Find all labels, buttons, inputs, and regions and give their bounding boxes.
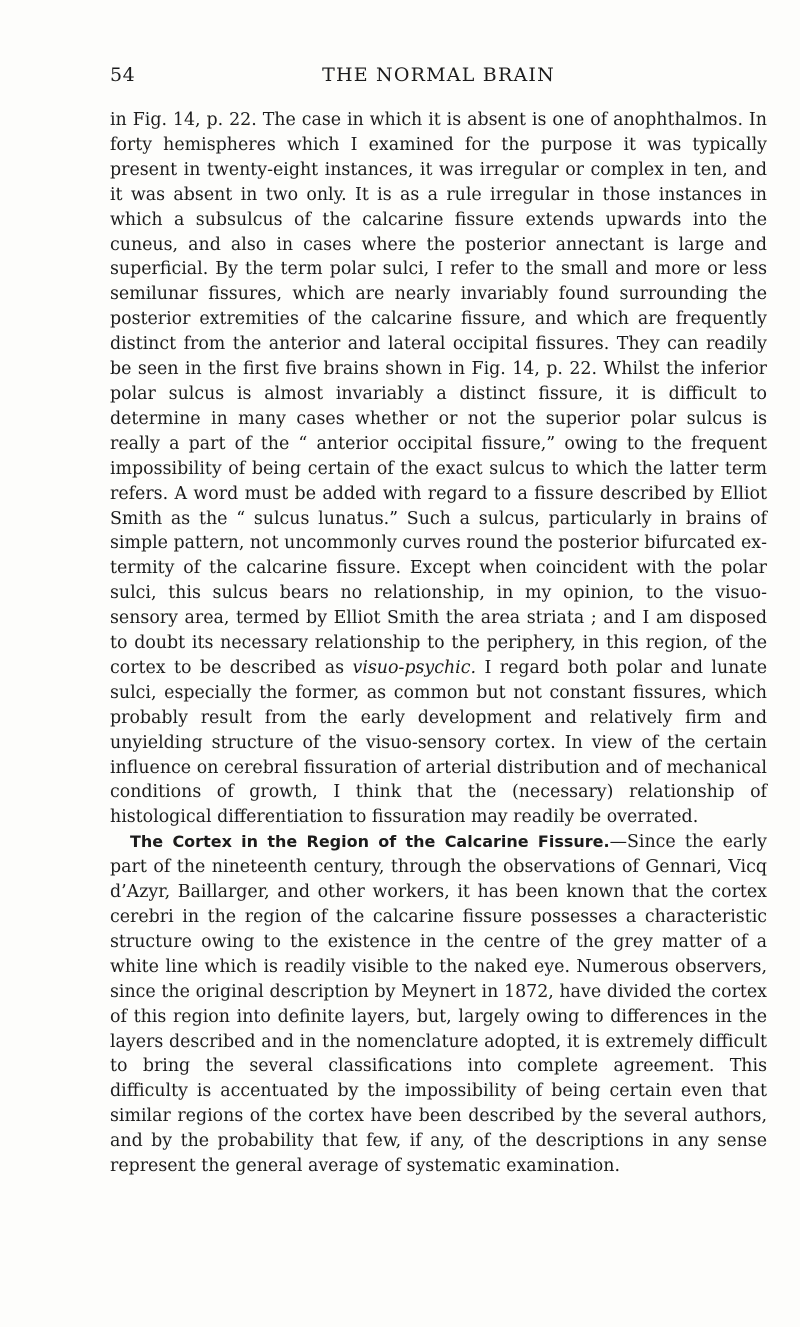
paragraph-text: in Fig. 14, p. 22. The case in which it is absent is one of anophthalmos. In forty hemispheres which I examined for the purpose it was typically present in twenty-eight instances, it was irregular or complex in ten, and it was absent in two only. It is as a rule irregular in those instances in which a subsulcus of the calcarine fissure extends upwards into the cuneus, and also in cases where the posterior annectant is large and superficial. By the term polar sulci, I refer to the small and more or less semilunar fissures, which are nearly invariably found surrounding the posterior extremities of the calcarine fissure, and which are frequently distinct from the anterior and lateral occipital fissures. They can readily be seen in the first five brains shown in Fig. 14, p. 22. Whilst the inferior polar sulcus is almost invariably a distinct fissure, it is difficult to determine in many cases whether or not the superior polar sulcus is really a part of the “ anterior occipital fissure,” owing to the frequent impossibility of being certain of the exact sulcus to which the latter term refers. A word must be added with regard to a fissure described by Elliot Smith as the “ sulcus lunatus.” Such a sulcus, particularly in brains of simple pattern, not uncommonly curves round the posterior bifurcated extermity of the calcarine fissure. Except when coincident with the polar sulci, this sulcus bears no relationship, in my opinion, to the visuo-sensory area, termed by Elliot Smith the area striata ; and I am disposed to doubt its necessary relationship to the periphery, in this region, of the cortex to be described as <box>110 110 767 678</box>
paragraph-text: —Since the early part of the nineteenth century, through the observations of Gennari, Vicq d’Azyr, Baillarger, and other workers, it has been known that the cortex cerebri in the region of the calcarine fissure possesses a characteristic structure owing to the existence in the centre of the grey matter of a white line which is readily visible to the naked eye. Numerous observers, since the original description by Meynert in 1872, have divided the cortex of this region into definite layers, but, largely owing to differences in the layers described and in the nomenclature adopted, it is extremely difficult to bring the several classifications into complete agreement. This difficulty is accentuated by the impossibility of being certain even that similar regions of the cortex have been described by the several authors, and by the probability that few, if any, of the descriptions in any sense represent the general average of systematic examination. <box>110 832 768 1177</box>
book-page <box>110 64 767 1179</box>
body-text <box>110 108 767 1179</box>
paragraph-text-continued: I regard both polar and lunate sulci, especially the former, as common but not constant fissures, which probably result from the early development and relatively firm and unyielding structure of the visuo-sensory cortex. In view of the certain influence on cerebral fissuration of arterial distribution and of mechanical conditions of growth, I think that the (necessary) relationship of histological differentiation to fissuration may readily be overrated. <box>110 657 767 828</box>
paragraph-calcarine-cortex <box>110 830 767 1179</box>
section-heading: The Cortex in the Region of the Calcarine Fissure. <box>130 832 610 852</box>
running-head: THE NORMAL BRAIN <box>322 64 555 86</box>
page-header <box>110 64 767 108</box>
paragraph-continued <box>110 108 767 830</box>
italic-term: visuo-psychic. <box>352 657 477 678</box>
page-number: 54 <box>110 64 136 86</box>
